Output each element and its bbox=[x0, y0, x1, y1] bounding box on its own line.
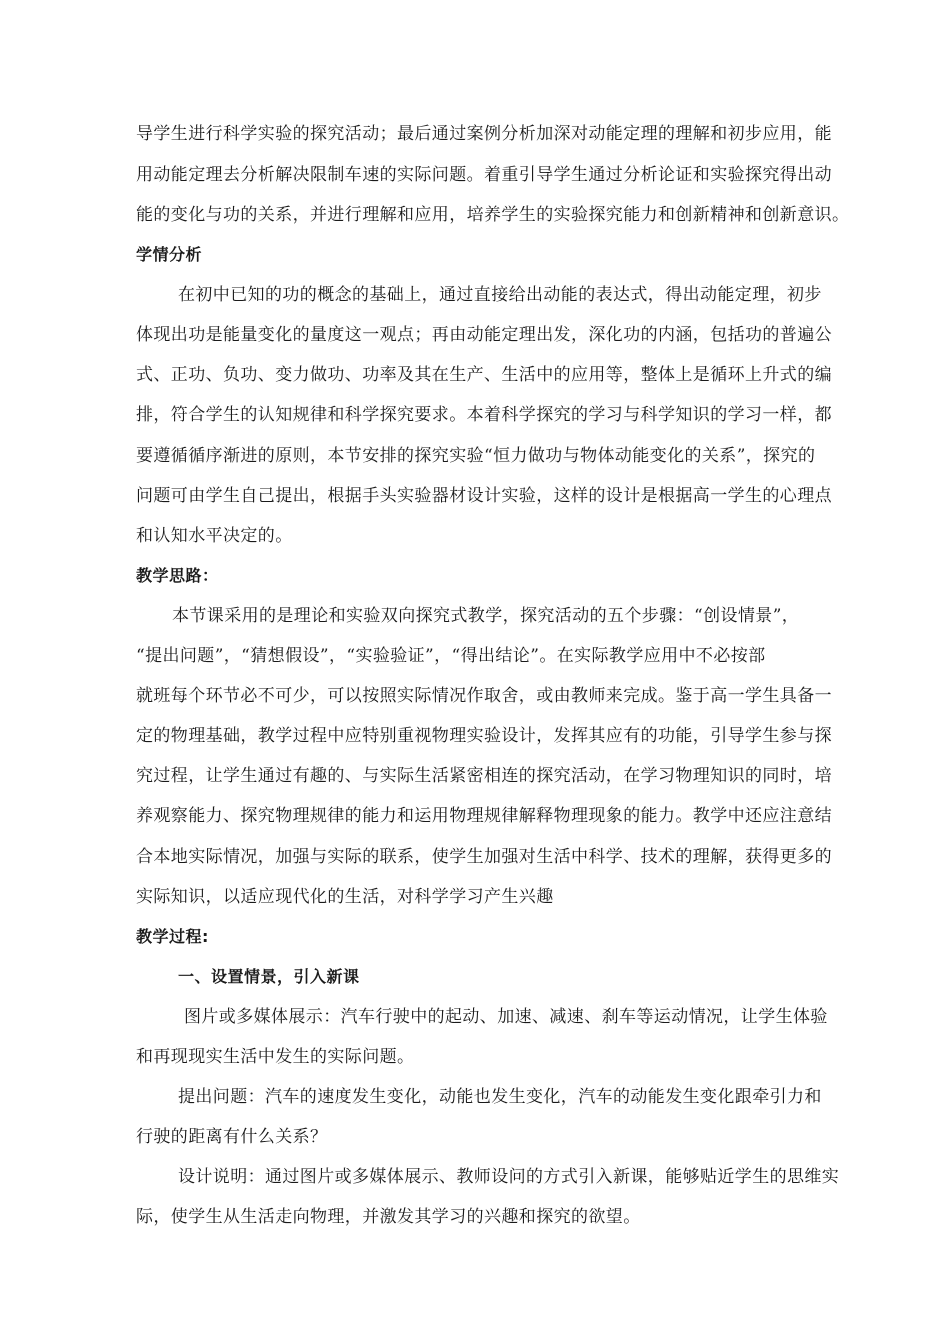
process-p1-line-2: 和再现现实生活中发生的实际问题。 bbox=[136, 1047, 415, 1067]
teaching-idea-line-1: 本节课采用的是理论和实验双向探究式教学，探究活动的五个步骤：“创设情景”， bbox=[172, 606, 800, 626]
process-p2-line-2: 行驶的距离有什么关系？ bbox=[136, 1127, 328, 1147]
section-1-title: 一、设置情景，引入新课 bbox=[178, 967, 360, 986]
intro-line-2: 用动能定理去分析解决限制车速的实际问题。着重引导学生通过分析论证和实验探究得出动 bbox=[136, 165, 832, 185]
teaching-idea-line-2: “提出问题”，“猜想假设”，“实验验证”，“得出结论”。在实际教学应用中不必按部 bbox=[136, 646, 766, 666]
student-analysis-line-1: 在初中已知的功的概念的基础上，通过直接给出动能的表达式，得出动能定理，初步 bbox=[178, 285, 822, 305]
student-analysis-line-3: 式、正功、负功、变力做功、功率及其在生产、生活中的应用等，整体上是循环上升式的编 bbox=[136, 365, 832, 385]
teaching-idea-line-3: 就班每个环节必不可少，可以按照实际情况作取舍，或由教师来完成。鉴于高一学生具备一 bbox=[136, 686, 832, 706]
process-p1-line-1: 图片或多媒体展示：汽车行驶中的起动、加速、减速、刹车等运动情况，让学生体验 bbox=[184, 1007, 828, 1027]
student-analysis-line-6: 问题可由学生自己提出，根据手头实验器材设计实验，这样的设计是根据高一学生的心理点 bbox=[136, 486, 832, 506]
teaching-idea-line-5: 究过程，让学生通过有趣的、与实际生活紧密相连的探究活动，在学习物理知识的同时，培 bbox=[136, 766, 832, 786]
teaching-process-heading: 教学过程: bbox=[136, 927, 209, 946]
teaching-idea-line-8: 实际知识，以适应现代化的生活，对科学学习产生兴趣 bbox=[136, 887, 554, 907]
process-p2-line-1: 提出问题：汽车的速度发生变化，动能也发生变化，汽车的动能发生变化跟牵引力和 bbox=[178, 1087, 822, 1107]
intro-line-3: 能的变化与功的关系，并进行理解和应用，培养学生的实验探究能力和创新精神和创新意识。 bbox=[136, 205, 850, 225]
student-analysis-heading: 学情分析 bbox=[136, 245, 203, 264]
teaching-idea-line-6: 养观察能力、探究物理规律的能力和运用物理规律解释物理现象的能力。教学中还应注意结 bbox=[136, 806, 832, 826]
process-p3-line-2: 际，使学生从生活走向物理，并激发其学习的兴趣和探究的欲望。 bbox=[136, 1207, 641, 1227]
teaching-idea-line-7: 合本地实际情况，加强与实际的联系，使学生加强对生活中科学、技术的理解，获得更多的 bbox=[136, 847, 832, 867]
student-analysis-line-4: 排，符合学生的认知规律和科学探究要求。本着科学探究的学习与科学知识的学习一样，都 bbox=[136, 405, 832, 425]
teaching-idea-heading: 教学思路： bbox=[136, 566, 219, 585]
student-analysis-line-7: 和认知水平决定的。 bbox=[136, 526, 293, 546]
teaching-idea-line-4: 定的物理基础，教学过程中应特别重视物理实验设计，发挥其应有的功能，引导学生参与探 bbox=[136, 726, 832, 746]
process-p3-line-1: 设计说明：通过图片或多媒体展示、教师设问的方式引入新课，能够贴近学生的思维实 bbox=[178, 1167, 840, 1187]
student-analysis-line-5: 要遵循循序渐进的原则，本节安排的探究实验“恒力做功与物体动能变化的关系”，探究的 bbox=[136, 446, 816, 466]
intro-line-1: 导学生进行科学实验的探究活动；最后通过案例分析加深对动能定理的理解和初步应用，能 bbox=[136, 124, 832, 144]
student-analysis-line-2: 体现出功是能量变化的量度这一观点；再由动能定理出发，深化功的内涵，包括功的普遍公 bbox=[136, 325, 832, 345]
